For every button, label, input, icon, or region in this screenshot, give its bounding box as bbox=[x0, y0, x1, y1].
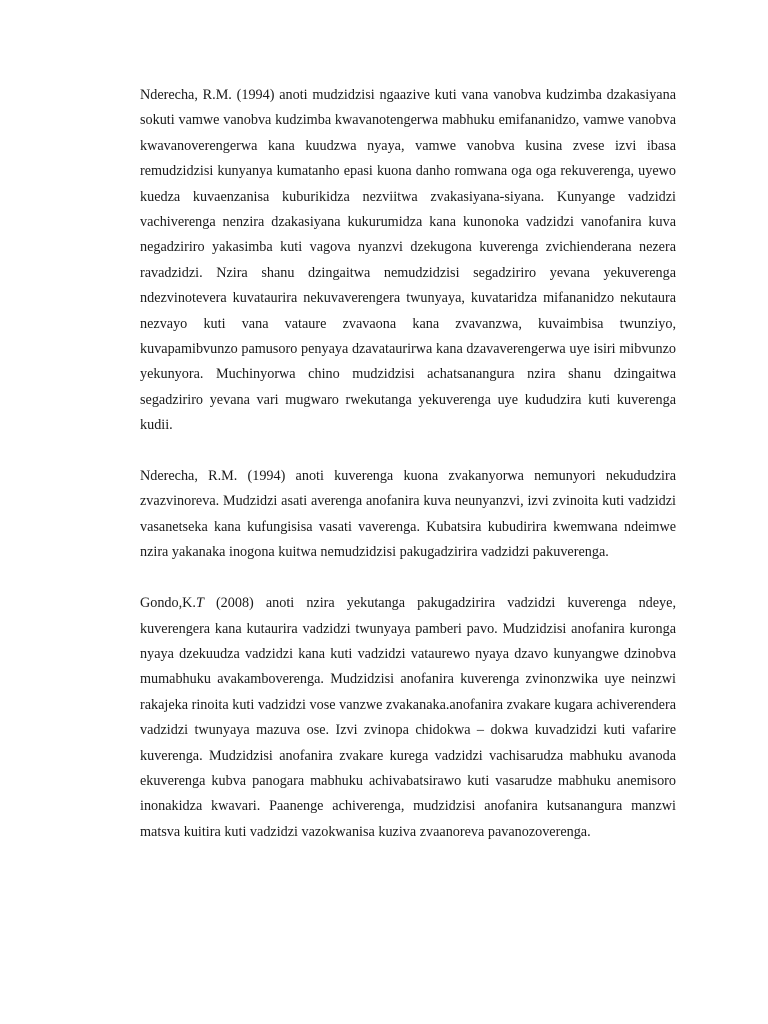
author-citation: Gondo,K. bbox=[140, 595, 196, 612]
author-initial-italic: T bbox=[195, 595, 204, 612]
paragraph-nderecha-gadziriro: Nderecha, R.M. (1994) anoti mudzidzisi ngaazive kuti vana vanobva kudzimba dzakasiyana sokuti vamwe vanobva kudzimba kwavanotengerwa mabhuku emifananidzo, vamwe vanobva kwavanoverengerwa kana kuudzwa nyaya, vamwe vanobva kusina zvese izvi ibasa remudzidzisi kunyanya kumatanho epasi kuona danho romwana oga oga rekuverenga, uyewo kuedza kuvaenzanisa kuburikidza nezviitwa zvakasiyana-siyana. Kunyange vadzidzi vachiverenga nenzira dzakasiyana kukurumidza kana kunonoka vadzidzi vanofanira kuva negadziriro yakasimba kuti vagova nyanzvi dzekugona kuverenga zvichienderana nezera ravadzidzi. Nzira shanu dzingaitwa nemudzidzisi segadziriro yevana yekuverenga ndezvinotevera kuvataurira nekuvaverengera twunyaya, kuvataridza mifananidzo nekutaura nezvayo kuti vana vataure zvavaona kana zvavanzwa, kuvaimbisa twunziyo, kuvapamibvunzo pamusoro penyaya dzavataurirwa kana dzavaverengerwa uye isiri mibvunzo yekunyora. Muchinyorwa chino mudzidzisi achatsanangura nzira shanu dzingaitwa segadziriro yevana vari mugwaro rwekutanga yekuverenga uye kududzira kuti kuverenga kudii. bbox=[140, 87, 676, 434]
document-body bbox=[140, 83, 676, 871]
paragraph-text: (2008) anoti nzira yekutanga pakugadzirira vadzidzi kuverenga ndeye, kuverengera kana kutaurira vadzidzi twunyaya pamberi pavo. Mudzidzisi anofanira kuronga nyaya dzekuudza vadzidzi kana kuti vadzidzi vataurewo nyaya dzavo kunyangwe dzinobva mumabhuku avakamboverenga. Mudzidzisi anofanira kuverenga zvinonzwika uye neinzwi rakajeka rinoita kuti vadzidzi vose vanzwe zvakanaka.anofanira zvakare kugara achiverendera vadzidzi twunyaya mazuva ose. Izvi zvinopa chidokwa – dokwa kuvadzidzi kuti vafarire kuverenga. Mudzidzisi anofanira zvakare kurega vadzidzi vachisarudza mabhuku avanoda ekuverenga kubva panogara mabhuku achivabatsirawo kuti vasarudze mabhuku anemisoro inonakidza kwavari. Paanenge achiverenga, mudzidzisi anofanira kutsanangura manzwi matsva kuitira kuti vadzidzi vazokwanisa kuziva zvaanoreva pavanozoverenga. bbox=[140, 595, 676, 840]
paragraph-nderecha-kuverenga: Nderecha, R.M. (1994) anoti kuverenga kuona zvakanyorwa nemunyori nekududzira zvazvinoreva. Mudzidzi asati averenga anofanira kuva neunyanzvi, izvi zvinoita kuti vadzidzi vasanetseka kana kufungisisa vasati vaverenga. Kubatsira kubudirira kwemwana ndeimwe nzira yakanaka inogona kuitwa nemudzidzisi pakugadzirira vadzidzi pakuverenga. bbox=[140, 468, 676, 561]
paragraph-gondo-nzira bbox=[140, 591, 676, 845]
